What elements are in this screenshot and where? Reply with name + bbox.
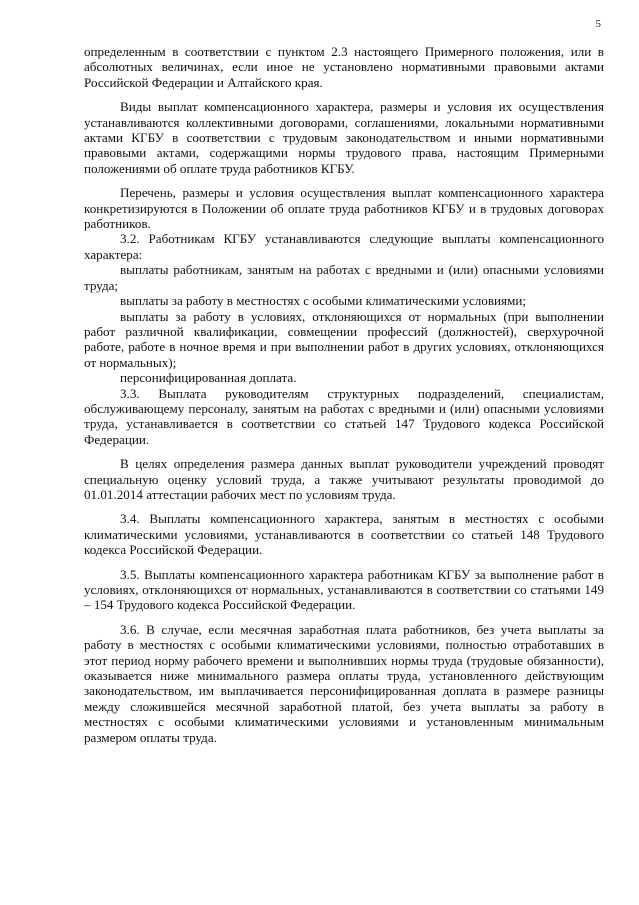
paragraph: 3.2. Работникам КГБУ устанавливаются следующие выплаты компенсационного характера: [84,231,604,262]
paragraph: Перечень, размеры и условия осуществления выплат компенсационного характера конкретизируются в Положении об оплате труда работников КГБУ и в трудовых договорах работников. [84,185,604,232]
paragraph: 3.6. В случае, если месячная заработная плата работников, без учета выплаты за работу в местностях с особыми климатическими условиями, полностью отработавших в этот период норму рабочего времени и выполнивших нормы труда (трудовые обязанности), оказывается ниже минимального размера оплаты труда, установленного действующим законодательством, им выплачивается персонифицированная доплата в размере разницы между сложившейся месячной заработной платой, без учета выплаты за работу в местностях с особыми климатическими условиями и установленным минимальным размером оплаты труда. [84,621,604,745]
paragraph: 3.3. Выплата руководителям структурных подразделений, специалистам, обслуживающему персоналу, занятым на работах с вредными и (или) опасными условиями труда, устанавливается в соответствии со статьей 147 Трудового кодекса Российской Федерации. [84,385,604,447]
paragraph: персонифицированная доплата. [120,370,297,386]
document-body [84,44,604,745]
paragraph: выплаты работникам, занятым на работах с вредными и (или) опасными условиями труда; [84,262,604,293]
paragraph: выплаты за работу в условиях, отклоняющихся от нормальных (при выполнении работ различной квалификации, совмещении профессий (должностей), сверхурочной работе, работе в ночное время и при выполнении работ в других условиях, отклоняющихся от нормальных); [84,308,604,370]
paragraph: В целях определения размера данных выплат руководители учреждений проводят специальную оценку условий труда, а также учитывают результаты проводимой до 01.01.2014 аттестации рабочих мест по условиям труда. [84,456,604,502]
paragraph: выплаты за работу в местностях с особыми климатическими условиями; [120,293,527,309]
paragraph: 3.4. Выплаты компенсационного характера, занятым в местностях с особыми климатическими условиями, устанавливаются в соответствии со статьей 148 Трудового кодекса Российской Федерации. [84,511,604,558]
paragraph: определенным в соответствии с пунктом 2.3 настоящего Примерного положения, или в абсолютных величинах, если иное не установлено нормативными правовыми актами Российской Федерации и Алтайского края. [84,44,604,90]
paragraph: Виды выплат компенсационного характера, размеры и условия их осуществления устанавливаются коллективными договорами, соглашениями, локальными нормативными актами КГБУ в соответствии с трудовым законодательством и иными нормативными правовыми актами, содержащими нормы трудового права, настоящим Примерными положениями об оплате труда работников КГБУ. [84,99,604,176]
page-number: 5 [595,18,601,30]
paragraph: 3.5. Выплаты компенсационного характера работникам КГБУ за выполнение работ в условиях, отклоняющихся от нормальных, устанавливаются в соответствии со статьями 149 – 154 Трудового кодекса Российской Федерации. [84,566,604,613]
